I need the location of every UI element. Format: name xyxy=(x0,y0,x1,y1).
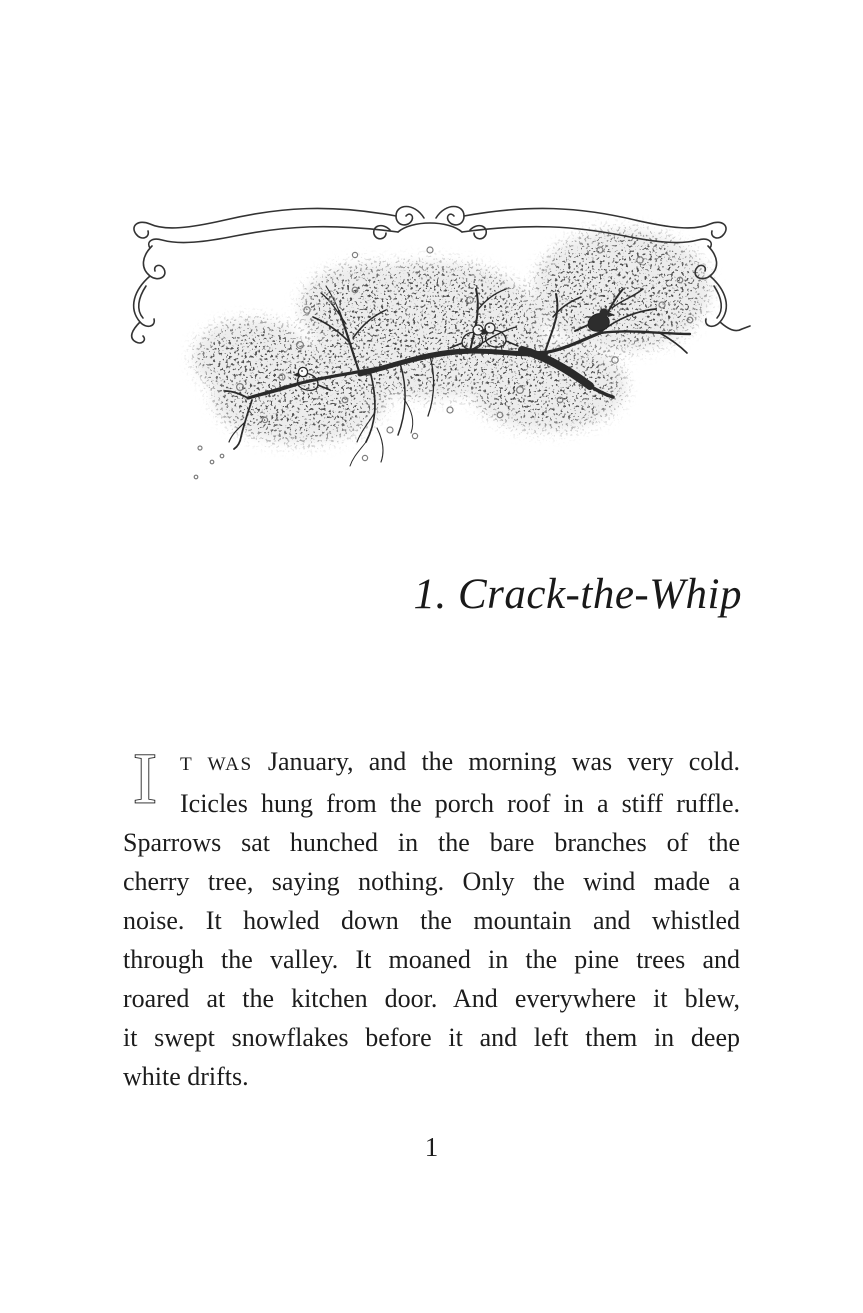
text-line: white drifts. xyxy=(123,1062,249,1091)
text-line xyxy=(123,742,740,784)
headpiece-illustration xyxy=(0,190,863,495)
text-line: cherry tree, saying nothing. Only the wind made a xyxy=(123,867,740,896)
text-line: Icicles hung from the porch roof in a stiff ruffle. xyxy=(180,789,740,818)
text-line: through the valley. It moaned in the pine trees and xyxy=(123,945,740,974)
smallcaps-opening: T WAS xyxy=(180,754,253,775)
dropcap-letter: I xyxy=(133,747,157,813)
dropcap-initial xyxy=(123,747,167,813)
text-line: noise. It howled down the mountain and whistled xyxy=(123,906,740,935)
body-paragraph xyxy=(123,742,740,1096)
chapter-title: 1. Crack-the-Whip xyxy=(413,571,742,618)
page-number: 1 xyxy=(424,1132,439,1162)
text-line: Sparrows sat hunched in the bare branches of the xyxy=(123,828,740,857)
text-line: it swept snowflakes before it and left them in deep xyxy=(123,1023,740,1052)
text-line: roared at the kitchen door. And everywhere it blew, xyxy=(123,984,740,1013)
line-text: January, and the morning was very cold. xyxy=(252,747,740,776)
